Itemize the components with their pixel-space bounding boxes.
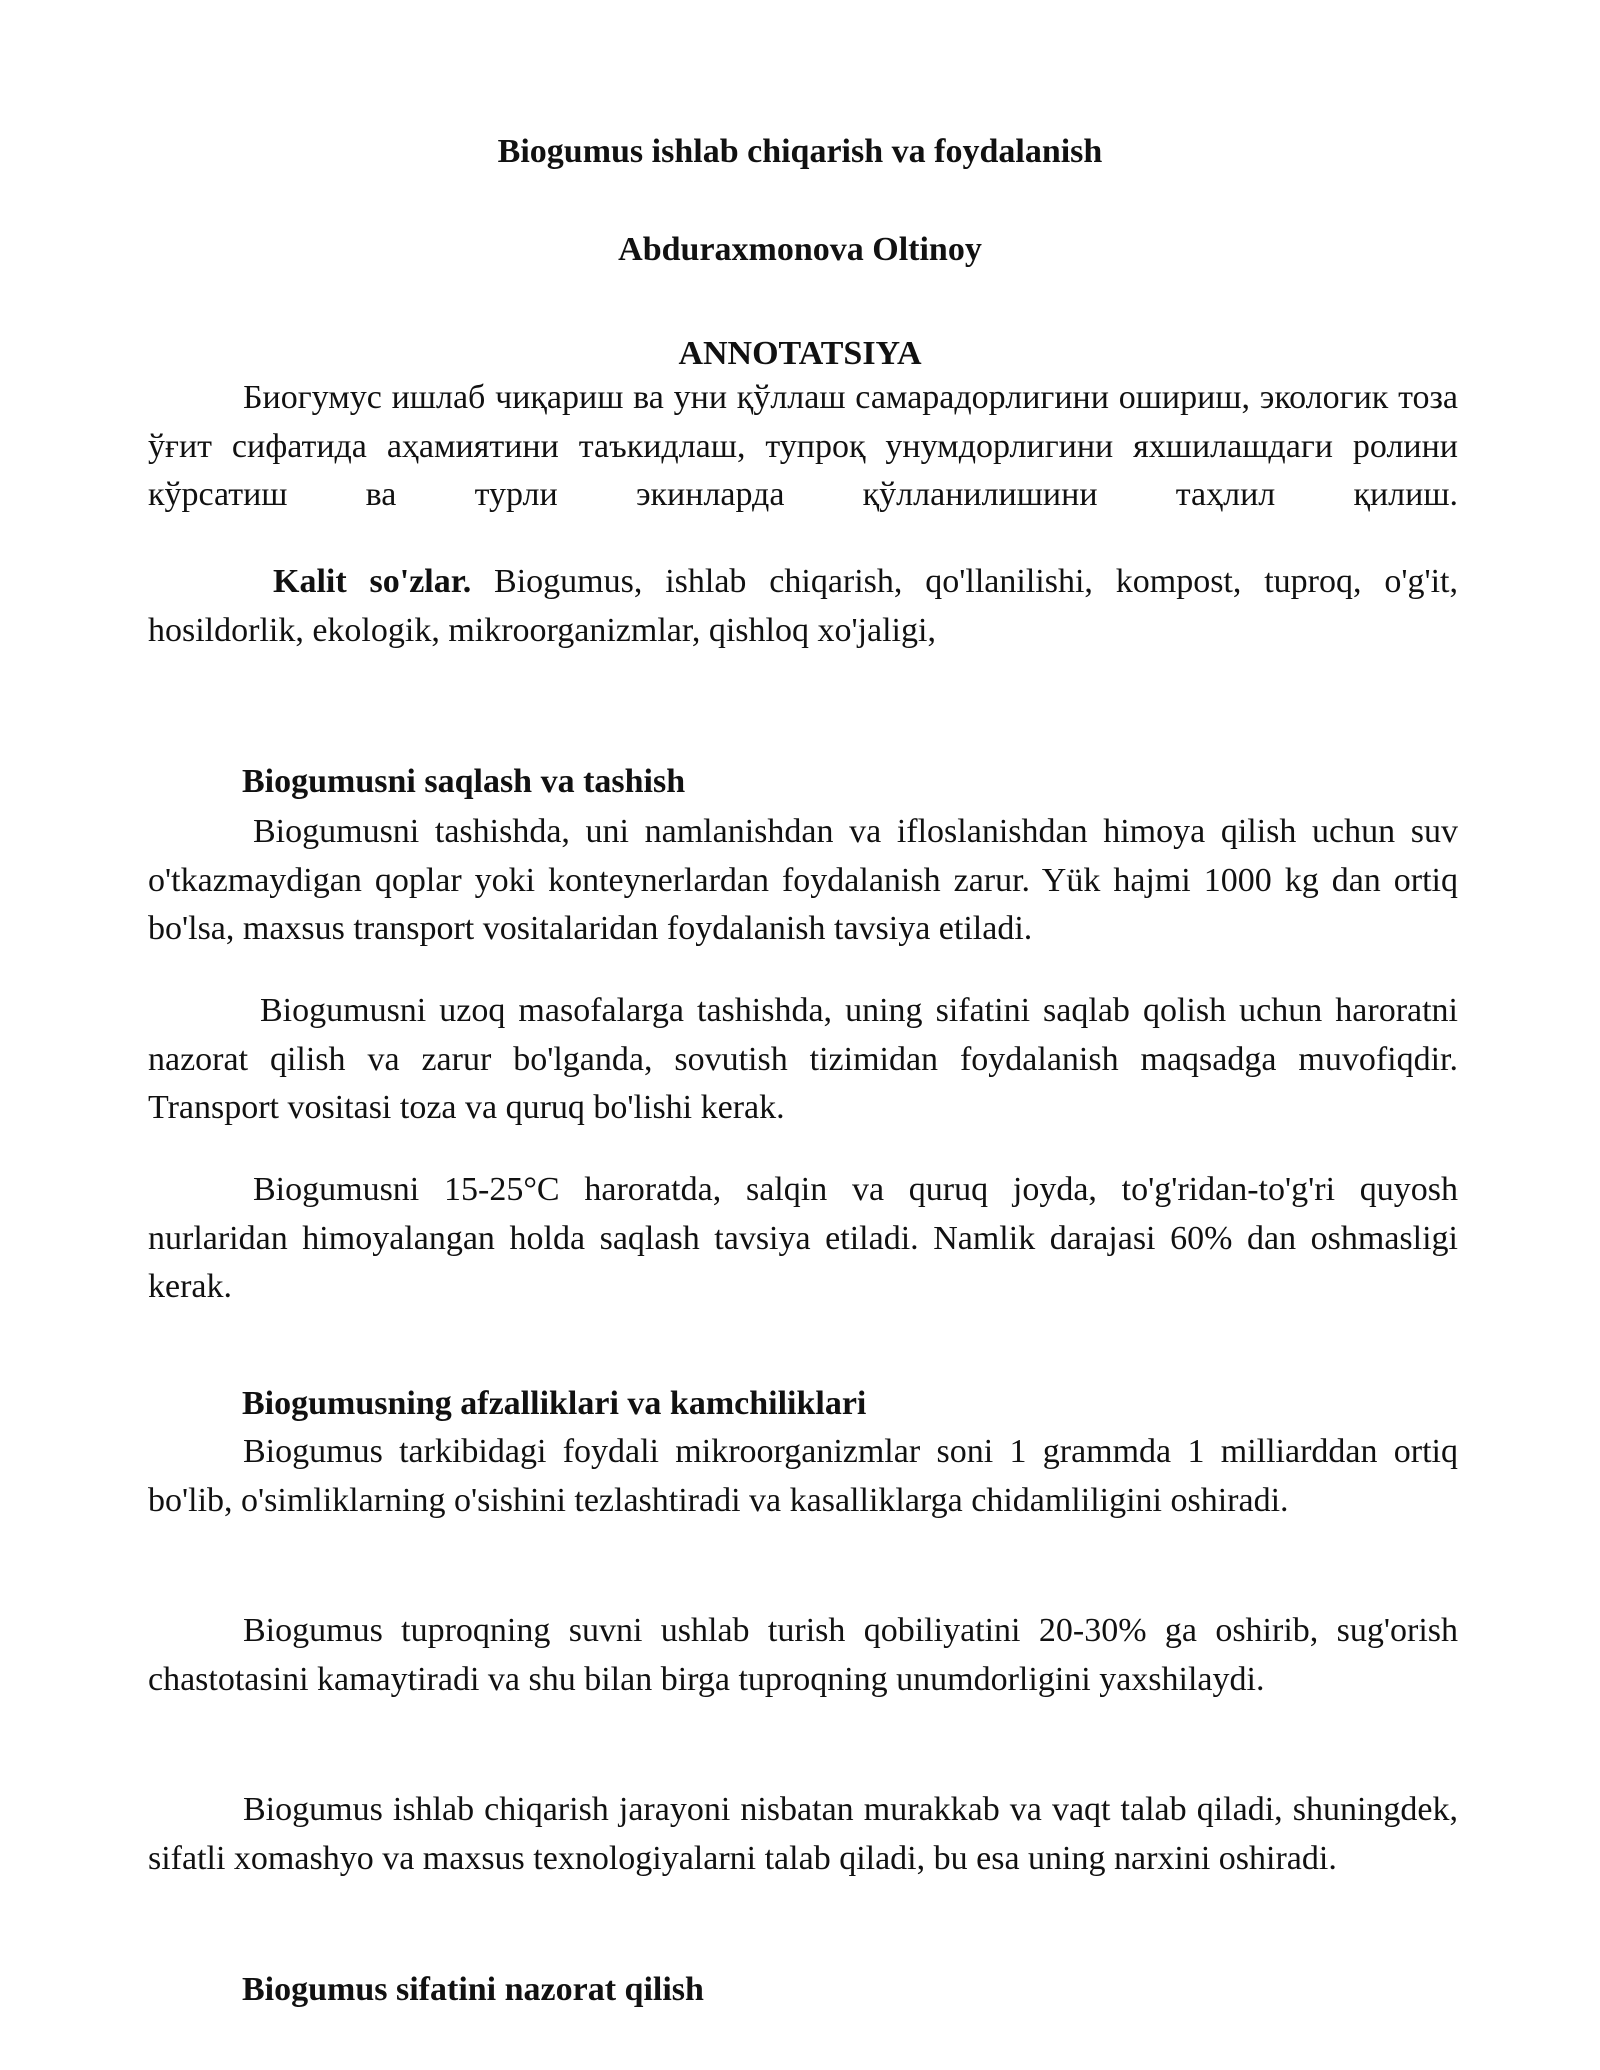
paragraph: Biogumus tarkibidagi foydali mikroorganizmlar soni 1 grammda 1 milliarddan ortiq bo'lib, o'simliklarning o'sishini tezlashtiradi va kasalliklarga chidamliligini oshiradi. [148,1433,1458,1519]
paragraph: Biogumus ishlab chiqarish jarayoni nisbatan murakkab va vaqt talab qiladi, shuningdek, sifatli xomashyo va maxsus texnologiyalarni talab qiladi, bu esa uning narxini oshiradi. [148,1791,1458,1877]
paragraph: Biogumusni tashishda, uni namlanishdan va ifloslanishdan himoya qilish uchun suv o'tkazmaydigan qoplar yoki konteynerlardan foydalanish zarur. Yük hajmi 1000 kg dan ortiq bo'lsa, maxsus transport vositalaridan foydalanish tavsiya etiladi. [148,813,1458,947]
author-name: Abduraxmonova Oltinoy [618,231,982,268]
annotation-heading: ANNOTATSIYA [678,335,922,372]
keywords-label: Kalit so'zlar. [273,563,472,600]
document-title: Biogumus ishlab chiqarish va foydalanish [497,133,1103,170]
annotation-paragraph: Биогумус ишлаб чиқариш ва уни қўллаш самарадорлигини ошириш, экологик тоза ўғит сифатида аҳамиятини таъкидлаш, тупроқ унумдорлигини яхшилашдаги ролини кўрсатиш ва турли экинларда қўлланилишини таҳлил қилиш. [148,379,1458,513]
paragraph: Biogumusni uzoq masofalarga tashishda, uning sifatini saqlab qolish uchun haroratni nazorat qilish va zarur bo'lganda, sovutish tizimidan foydalanish maqsadga muvofiqdir. Transport vositasi toza va quruq bo'lishi kerak. [148,992,1458,1126]
keywords-paragraph [148,558,1458,655]
section-heading: Biogumusni saqlash va tashish [242,763,686,800]
paragraph: Biogumus tuproqning suvni ushlab turish qobiliyatini 20-30% ga oshirib, sug'orish chastotasini kamaytiradi va shu bilan birga tuproqning unumdorligini yaxshilaydi. [148,1612,1458,1698]
section-heading: Biogumusning afzalliklari va kamchiliklari [242,1385,867,1422]
section-heading: Biogumus sifatini nazorat qilish [242,1971,704,2008]
keywords-list: Biogumus, ishlab chiqarish, qo'llanilishi, kompost, tuproq, o'g'it, hosildorlik, ekologik, mikroorganizmlar, qishloq xo'jaligi, [148,563,1458,649]
paragraph: Biogumusni 15-25°C haroratda, salqin va quruq joyda, to'g'ridan-to'g'ri quyosh nurlaridan himoyalangan holda saqlash tavsiya etiladi. Namlik darajasi 60% dan oshmasligi kerak. [148,1171,1458,1305]
